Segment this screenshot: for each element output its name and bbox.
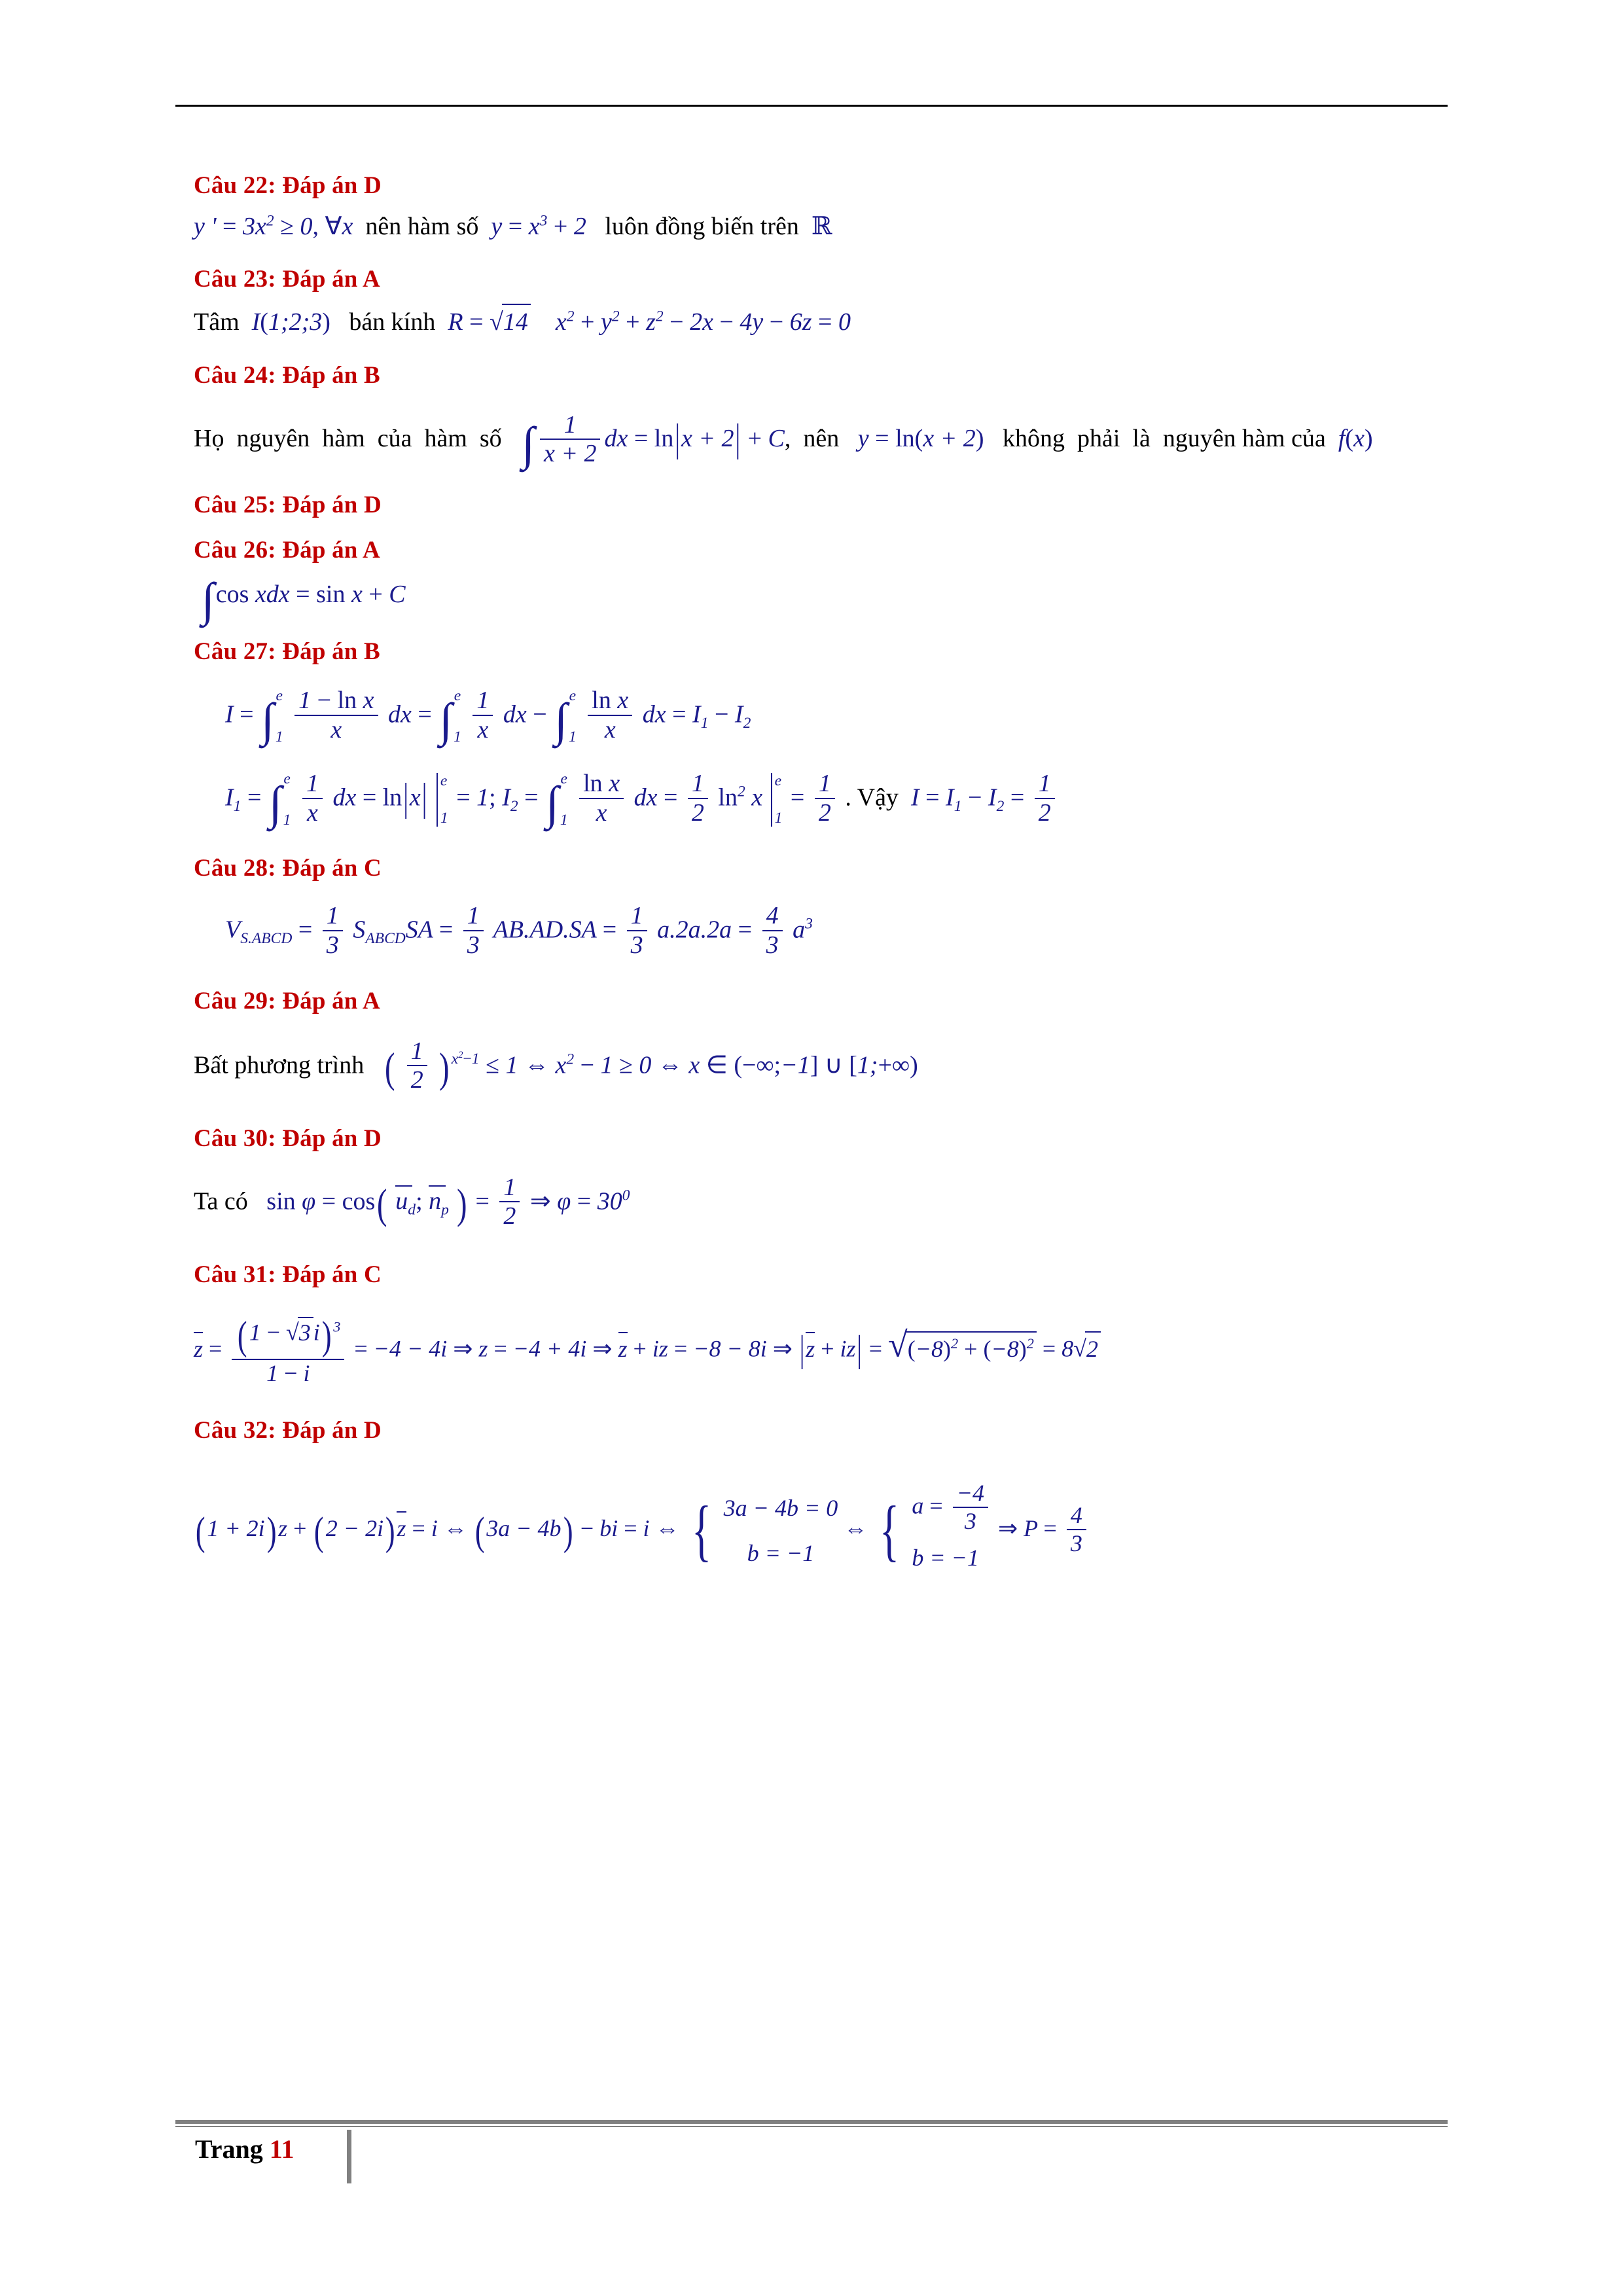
- math-expression-32: (1 + 2i)z + (2 − 2i)z = i ⇔ (3a − 4b) − bi = i ⇔ { 3a − 4b = 0 b = −1 ⇔ { a = $\frac{-4}{3}$ b = −1 ⇒ P = $\frac{4}{3}$: [194, 1481, 1437, 1580]
- answer-block-27: [194, 637, 1437, 828]
- math-expression-26: ∫cos xdx = sin x + C: [202, 573, 406, 626]
- math-expression-27a: I = ∫ e 1 $\frac{\text{1 − ln x}}{x}$ dx = ∫ e 1 $\frac{1}{x}$ dx − ∫ e 1 $\frac{\text{ln x}}{x}$ dx = $I_1 - I_2$: [225, 687, 751, 746]
- footer-page-label: [195, 2134, 294, 2164]
- answer-heading-29: Câu 29: Đáp án A: [194, 987, 380, 1014]
- answer-heading-31: Câu 31: Đáp án C: [194, 1261, 382, 1289]
- answer-block-30: [194, 1124, 1437, 1232]
- math-expression-24: Họ nguyên hàm của hàm số ∫ $\frac{1}{x + 2}$ dx = ln|x + 2| + C, nên y = ln(x + 2) không phải là nguyên hàm của f(x): [194, 410, 1373, 470]
- answer-heading-32: Câu 32: Đáp án D: [194, 1417, 382, 1444]
- answer-block-22: [194, 171, 1437, 243]
- page-footer: [175, 2120, 1448, 2179]
- footer-page-number: 11: [269, 2134, 294, 2164]
- math-expression-30: Ta có sin φ = cos( $u_d$; $n_p$ ) = $\frac{1}{2}$ ⇒ $\varphi = 30^0$: [194, 1173, 630, 1230]
- math-expression-22: y ' = $3x^2 \ge 0$, ∀x nên hàm số $y = x^3 + 2$ luôn đồng biến trên ℝ: [194, 211, 832, 240]
- math-expression-31: z = $\frac{(1 - √3 i) ^3}{1 - i}$ = −4 − 4i ⇒ z = −4 + 4i ⇒ z + iz = −8 − 8i ⇒ $|z + iz| = √(-8)^2 + (-8)^2 = 8√2$: [194, 1315, 1437, 1388]
- document-body: [194, 171, 1437, 1597]
- answer-heading-30: Câu 30: Đáp án D: [194, 1124, 382, 1152]
- footer-label-text: Trang: [195, 2134, 263, 2164]
- answer-block-29: [194, 987, 1437, 1096]
- math-expression-23: Tâm I(1;2;3) bán kính R = √14 $x^2 + y^2 + z^2 - 2x - 4y - 6z = 0$: [194, 304, 1437, 338]
- answer-heading-26: Câu 26: Đáp án A: [194, 536, 380, 564]
- answer-heading-22: Câu 22: Đáp án D: [194, 172, 382, 199]
- answer-heading-25: Câu 25: Đáp án D: [194, 491, 382, 518]
- answer-block-23: [194, 265, 1437, 338]
- header-rule: [175, 105, 1448, 107]
- answer-block-24: [194, 361, 1437, 471]
- answer-block-28: [194, 854, 1437, 960]
- footer-vertical-bar: [347, 2130, 351, 2183]
- answer-heading-28: Câu 28: Đáp án C: [194, 855, 382, 882]
- footer-rule-thin: [175, 2126, 1448, 2127]
- math-expression-28: $V_{S.ABCD}$ = $\frac{1}{3}$ $S_{ABCD}SA$ = $\frac{1}{3}$ AB.AD.SA = $\frac{1}{3}$ a.2a.2a = $\frac{4}{3}$ $a^3$: [225, 902, 813, 959]
- answer-heading-27: Câu 27: Đáp án B: [194, 638, 380, 666]
- footer-rule-thick: [175, 2120, 1448, 2124]
- answer-block-25: [194, 491, 1437, 519]
- answer-heading-23: Câu 23: Đáp án A: [194, 266, 380, 293]
- answer-block-32: [194, 1416, 1437, 1580]
- answer-heading-24: Câu 24: Đáp án B: [194, 361, 380, 389]
- answer-block-31: [194, 1261, 1437, 1388]
- answer-block-26: [194, 536, 1437, 626]
- math-expression-29: Bất phương trình ( $\frac{1}{2}$ ) $^{x^2-1}$ ≤ 1 ⇔ $x^2 - 1 \ge 0$ ⇔ x ∈ (−∞;−1] ∪ [1;+∞): [194, 1037, 918, 1094]
- math-expression-27b: $I_1$ = ∫ e 1 $\frac{1}{x}$ dx = ln|x| e 1 = 1; $I_2$ = ∫ e 1 $\frac{\text{ln x}}{x}$ dx = $\frac{1}{2}$ $\ln^2 x$ e 1 = $\frac{1}{2}$ . Vậy $I = I_1 - I_2$ = $\frac{1}{2}$: [225, 771, 1437, 828]
